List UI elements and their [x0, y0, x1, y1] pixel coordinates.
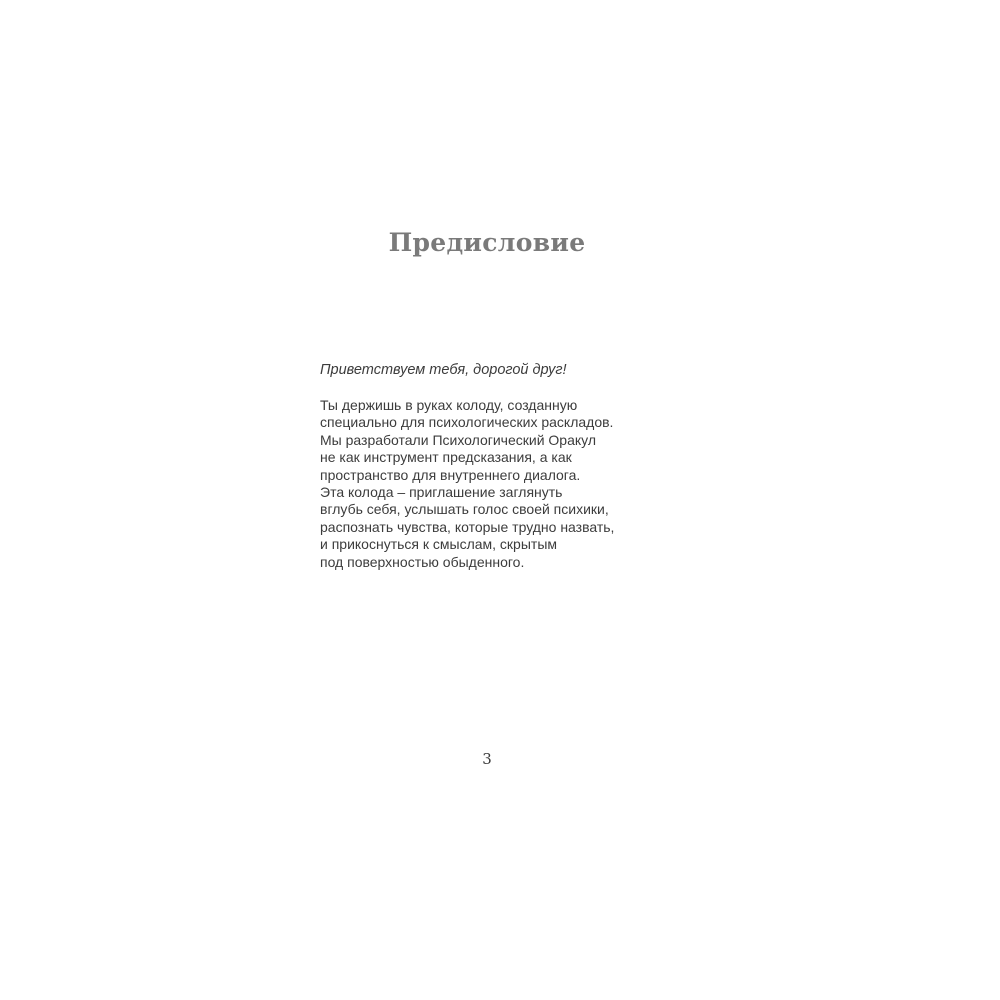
body-line: Ты держишь в руках колоду, созданную: [320, 397, 578, 413]
body-line: специально для психологических раскладов.: [320, 414, 614, 431]
body-paragraph: [320, 397, 614, 571]
body-line: распознать чувства, которые трудно назвать,: [320, 518, 615, 535]
body-line: под поверхностью обыденного.: [320, 553, 525, 570]
body-line: Эта колода – приглашение заглянуть: [320, 484, 563, 501]
page-title: Предисловие: [388, 228, 586, 257]
greeting-text: Приветствуем тебя, дорогой друг!: [320, 362, 567, 378]
body-line: вглубь себя, услышать голос своей психики,: [320, 501, 609, 518]
page-number: 3: [482, 750, 492, 768]
body-line: не как инструмент предсказания, а как: [320, 449, 572, 466]
body-line: Мы разработали Психологический Оракул: [320, 431, 597, 448]
body-line: пространство для внутреннего диалога.: [320, 466, 581, 483]
body-line: и прикоснуться к смыслам, скрытым: [320, 536, 558, 553]
